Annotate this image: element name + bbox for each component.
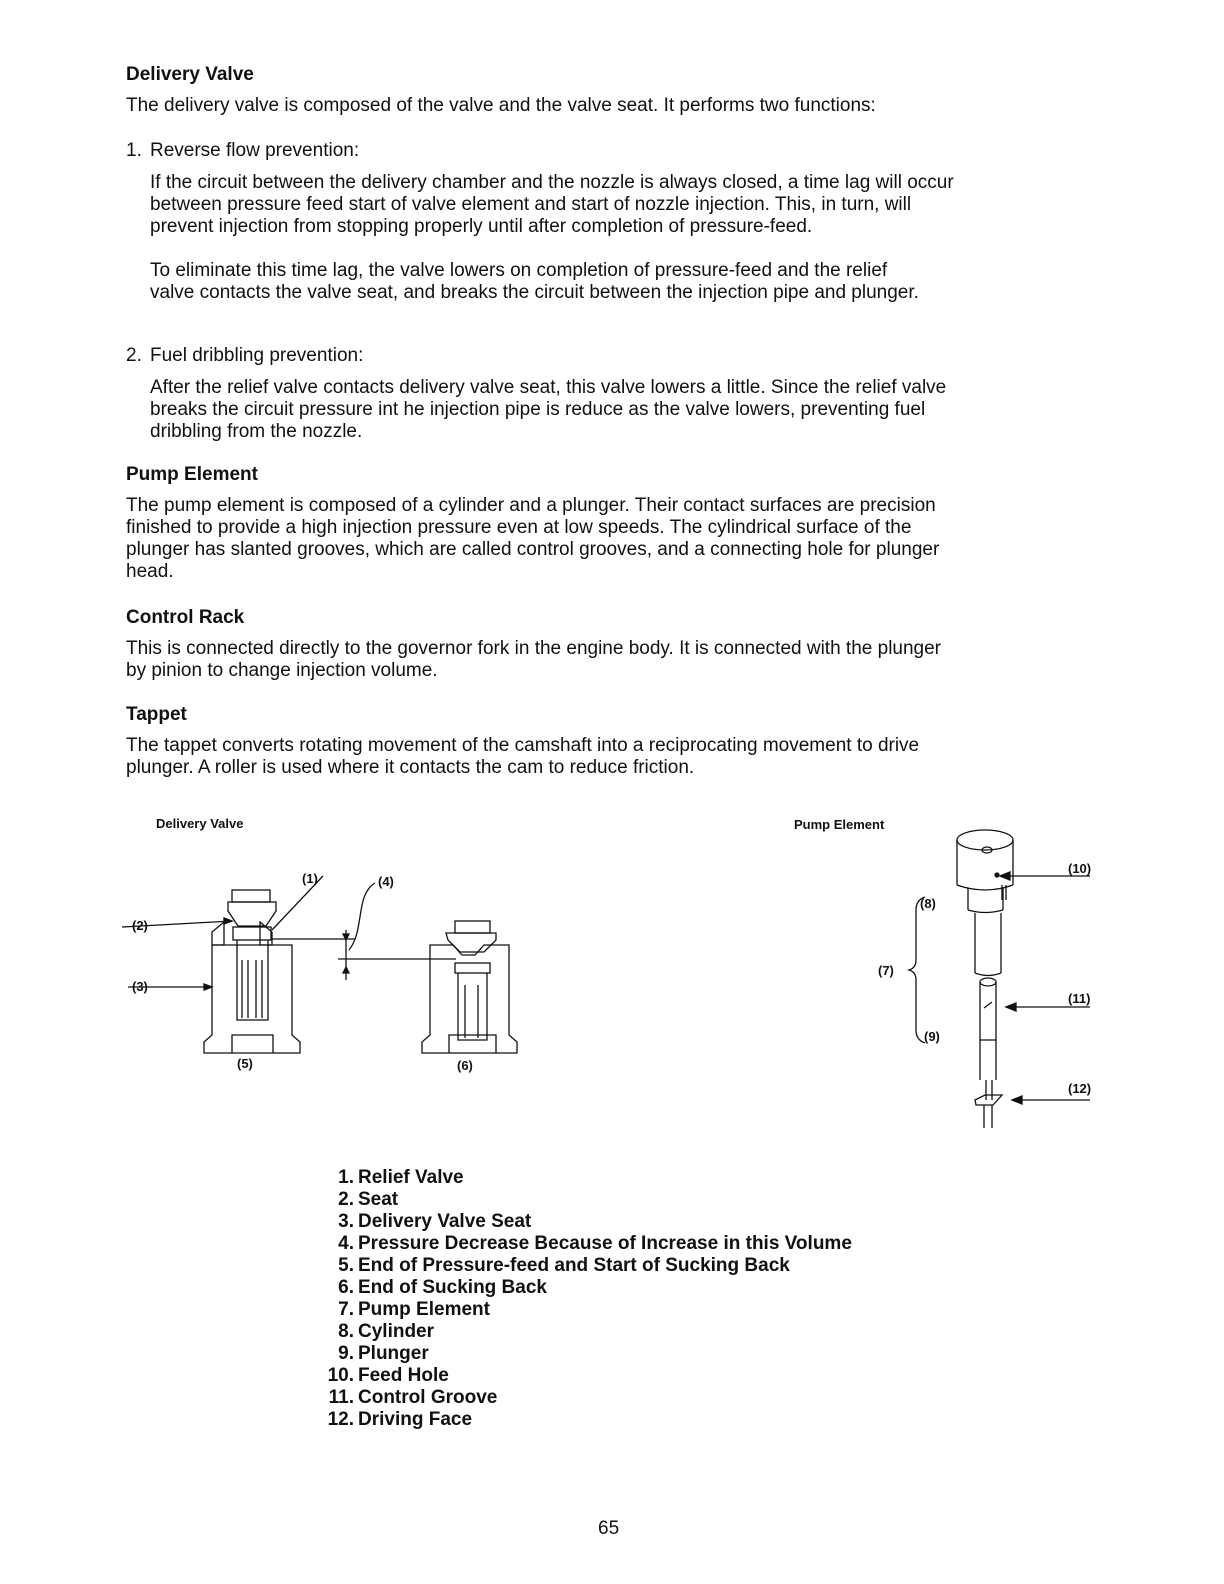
legend-number: 2. — [338, 1189, 354, 1210]
section-heading: Control Rack — [126, 607, 245, 628]
control-rack-section — [126, 607, 956, 682]
legend-item — [318, 1167, 852, 1189]
paragraph: After the relief valve contacts delivery valve seat, this valve lowers a little. Since the relief valve breaks the circuit pressure int he injection pipe is reduce as the valve lowers, preventing fuel dribbling from the nozzle. — [150, 377, 947, 442]
legend-item — [318, 1299, 852, 1321]
list-item-title: Reverse flow prevention: — [150, 140, 360, 161]
legend-text: Cylinder — [358, 1321, 435, 1342]
legend-number: 4. — [338, 1233, 354, 1254]
legend-number: 3. — [338, 1211, 354, 1232]
legend-text: Delivery Valve Seat — [358, 1211, 532, 1232]
figure-legend — [318, 1167, 852, 1431]
paragraph: If the circuit between the delivery chamber and the nozzle is always closed, a time lag will occur between pressure feed start of valve element and start of nozzle injection. This, in turn, will prevent injection from stopping properly until after completion of pressure-feed. — [150, 172, 954, 237]
list-number: 1. — [126, 140, 142, 161]
section-heading: Delivery Valve — [126, 64, 254, 85]
cylinder-part — [957, 830, 1013, 976]
callout-12: (12) — [1068, 1081, 1092, 1096]
legend-item — [318, 1189, 852, 1211]
paragraph: The delivery valve is composed of the valve and the valve seat. It performs two functions: — [126, 95, 876, 116]
legend-text: Driving Face — [358, 1409, 473, 1430]
list-item-title: Fuel dribbling prevention: — [150, 345, 364, 366]
legend-item — [318, 1277, 852, 1299]
list-item — [126, 140, 976, 304]
legend-number: 10. — [327, 1365, 354, 1386]
delivery-valve-section — [126, 64, 986, 117]
callout-8: (8) — [920, 896, 936, 911]
legend-text: Pump Element — [358, 1299, 490, 1320]
legend-number: 9. — [338, 1343, 354, 1364]
paragraph: To eliminate this time lag, the valve lowers on completion of pressure-feed and the relief valve contacts the valve seat, and breaks the circuit between the injection pipe and plunger. — [150, 260, 919, 303]
callout-9: (9) — [924, 1029, 940, 1044]
valve-assembly-5 — [204, 890, 300, 1053]
legend-number: 12. — [327, 1409, 354, 1430]
section-heading: Pump Element — [126, 464, 258, 485]
figure-title: Pump Element — [794, 817, 885, 832]
callout-4: (4) — [378, 874, 394, 889]
legend-number: 7. — [338, 1299, 354, 1320]
page-number: 65 — [598, 1518, 620, 1539]
legend-text: Plunger — [358, 1343, 429, 1364]
legend-text: Relief Valve — [358, 1167, 464, 1188]
list-item — [126, 345, 976, 443]
legend-number: 8. — [338, 1321, 354, 1342]
legend-item — [318, 1365, 852, 1387]
callout-10: (10) — [1068, 861, 1092, 876]
callout-11: (11) — [1068, 991, 1091, 1006]
paragraph: This is connected directly to the governor fork in the engine body. It is connected with the plunger by pinion to change injection volume. — [126, 638, 942, 681]
delivery-valve-diagram — [120, 810, 540, 1080]
legend-item — [318, 1409, 852, 1431]
tappet-section — [126, 704, 946, 779]
paragraph: The pump element is composed of a cylinder and a plunger. Their contact surfaces are precision finished to provide a high injection pressure even at low speeds. The cylindrical surface of the plunger has slanted grooves, which are called control grooves, and a connecting hole for plunger head. — [126, 495, 940, 582]
legend-number: 5. — [338, 1255, 354, 1276]
callout-2: (2) — [132, 918, 148, 933]
list-number: 2. — [126, 345, 142, 366]
legend-number: 11. — [328, 1387, 354, 1408]
legend-number: 6. — [338, 1277, 354, 1298]
legend-text: End of Sucking Back — [358, 1277, 547, 1298]
legend-item — [318, 1387, 852, 1409]
section-heading: Tappet — [126, 704, 187, 725]
legend-item — [318, 1343, 852, 1365]
legend-text: Feed Hole — [358, 1365, 449, 1386]
legend-text: Control Groove — [358, 1387, 498, 1408]
legend-item — [318, 1211, 852, 1233]
legend-item — [318, 1321, 852, 1343]
figure-title: Delivery Valve — [156, 816, 244, 831]
paragraph: The tappet converts rotating movement of the camshaft into a reciprocating movement to drive plunger. A roller is used where it contacts the cam to reduce friction. — [126, 735, 920, 778]
callout-3: (3) — [132, 979, 148, 994]
pump-element-section — [126, 464, 946, 583]
callout-1: (1) — [302, 871, 318, 886]
legend-number: 1. — [338, 1167, 354, 1188]
callout-6: (6) — [457, 1058, 473, 1073]
callout-5: (5) — [237, 1056, 253, 1071]
valve-assembly-6 — [422, 921, 517, 1053]
legend-text: Pressure Decrease Because of Increase in this Volume — [358, 1233, 852, 1254]
legend-item — [318, 1233, 852, 1255]
pump-element-diagram — [780, 810, 1110, 1140]
legend-text: Seat — [358, 1189, 399, 1210]
callout-7: (7) — [878, 963, 894, 978]
plunger-part — [975, 978, 1002, 1128]
legend-item — [318, 1255, 852, 1277]
legend-text: End of Pressure-feed and Start of Sucking Back — [358, 1255, 790, 1276]
